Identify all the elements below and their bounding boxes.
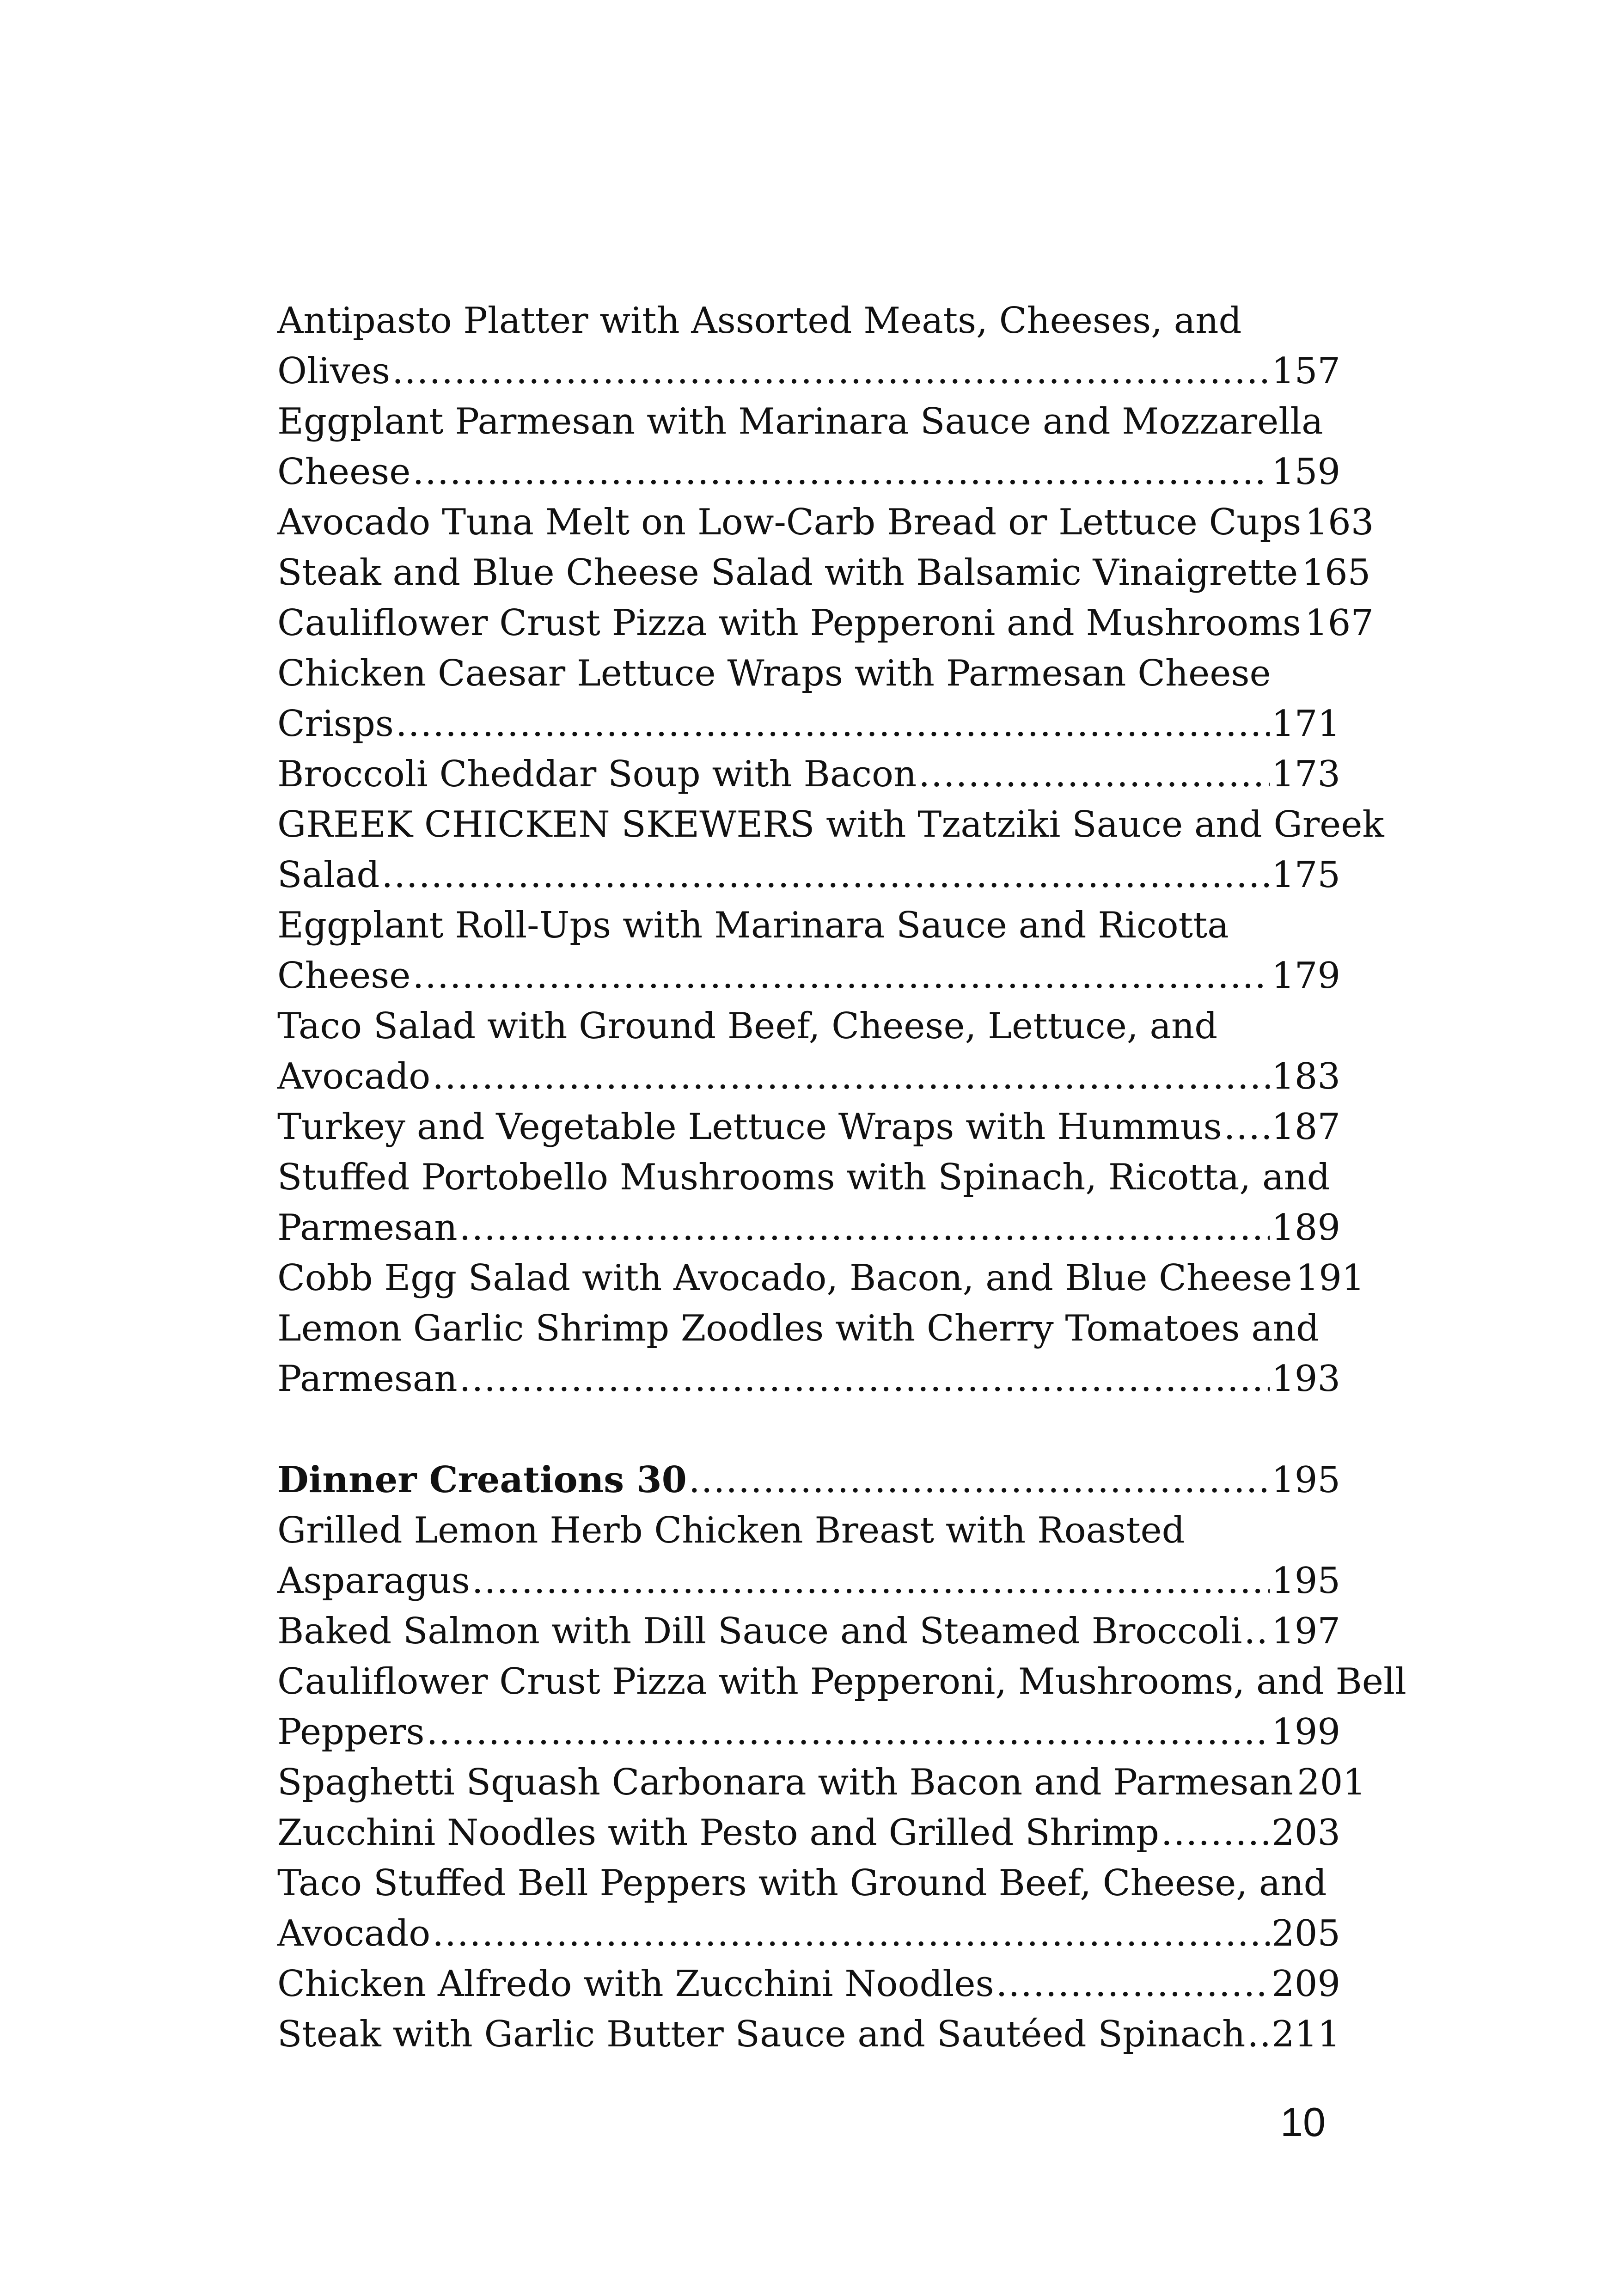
- toc-entry-page-number: 205: [1272, 1913, 1340, 1954]
- dot-leader: [1161, 1808, 1270, 1858]
- toc-entry-page-number: 159: [1272, 451, 1340, 493]
- toc-entry-leader-line: [277, 1354, 1340, 1404]
- toc-entry[interactable]: [277, 1606, 1340, 1657]
- toc-entry-title: Avocado: [277, 1056, 431, 1097]
- toc-entry-title-line: Cauliflower Crust Pizza with Pepperoni, Mushrooms, and Bell: [277, 1661, 1406, 1702]
- toc-entry-page-number: 209: [1272, 1963, 1340, 2005]
- toc-entry-title-line: Stuffed Portobello Mushrooms with Spinach, Ricotta, and: [277, 1157, 1330, 1198]
- dot-leader: [432, 1909, 1270, 1959]
- toc-entry-title: Parmesan: [277, 1207, 458, 1249]
- toc-entry-title: Steak and Blue Cheese Salad with Balsamic Vinaigrette: [277, 552, 1298, 594]
- toc-entry-page-number: 199: [1272, 1711, 1340, 1753]
- toc-entry-page-number: 197: [1272, 1610, 1340, 1652]
- toc-entry-title-line: Taco Stuffed Bell Peppers with Ground Beef, Cheese, and: [277, 1862, 1327, 1904]
- dot-leader: [412, 951, 1270, 1001]
- toc-entry-page-number: 187: [1272, 1106, 1340, 1148]
- toc-entry-leader-line: [277, 749, 1340, 800]
- toc-entry-leader-line: [277, 1959, 1340, 2009]
- section-page-number: 195: [1272, 1459, 1340, 1501]
- dot-leader: [432, 1052, 1270, 1102]
- toc-entry[interactable]: [277, 749, 1340, 800]
- toc-entry-title: Peppers: [277, 1711, 425, 1753]
- dot-leader: [426, 1707, 1270, 1757]
- toc-entry-page-number: 183: [1272, 1056, 1340, 1097]
- section-spacer: [277, 1404, 1340, 1455]
- toc-entry-page-number: 201: [1297, 1762, 1366, 1803]
- toc-entry[interactable]: [277, 2009, 1340, 2060]
- dot-leader: [689, 1455, 1270, 1506]
- toc-entry-leader-line: [277, 1757, 1366, 1808]
- toc-entry[interactable]: [277, 1253, 1365, 1304]
- toc-entry-title: Zucchini Noodles with Pesto and Grilled Shrimp: [277, 1812, 1159, 1854]
- toc-entry-title: Avocado: [277, 1913, 431, 1954]
- toc-entry-title: Avocado Tuna Melt on Low-Carb Bread or Lettuce Cups: [277, 502, 1302, 543]
- dot-leader: [381, 850, 1270, 900]
- toc-entry-title: Cheese: [277, 451, 411, 493]
- toc-entry-leader-line: [277, 1253, 1365, 1304]
- toc-entry-title-line: Chicken Caesar Lettuce Wraps with Parmesan Cheese: [277, 653, 1271, 694]
- toc-entry[interactable]: [277, 548, 1371, 598]
- dot-leader: [392, 346, 1270, 397]
- toc-entry[interactable]: [277, 1757, 1366, 1808]
- dot-leader: [459, 1203, 1270, 1253]
- toc-entry-leader-line: [277, 497, 1374, 548]
- toc-entry-leader-line: [277, 850, 1340, 900]
- section-title: Dinner Creations 30: [277, 1459, 687, 1501]
- toc-entry-title: Crisps: [277, 703, 394, 745]
- toc-entry-page-number: 191: [1296, 1257, 1365, 1299]
- toc-entry-page-number: 203: [1272, 1812, 1340, 1854]
- toc-entry-page-number: 157: [1272, 350, 1340, 392]
- dot-leader: [1247, 2009, 1270, 2060]
- toc-entry[interactable]: [277, 900, 1340, 1001]
- toc-entry-page-number: 165: [1302, 552, 1371, 594]
- dot-leader: [1224, 1102, 1270, 1152]
- toc-entry-title: Turkey and Vegetable Lettuce Wraps with Hummus: [277, 1106, 1222, 1148]
- toc-entry-title: Olives: [277, 350, 391, 392]
- toc-list-dinner: [277, 1506, 1406, 2060]
- toc-entry-title: Broccoli Cheddar Soup with Bacon: [277, 753, 917, 795]
- toc-entry[interactable]: [277, 1506, 1340, 1606]
- toc-entry-page-number: 175: [1272, 854, 1340, 896]
- page-number: 10: [1280, 2099, 1326, 2145]
- toc-entry[interactable]: [277, 598, 1374, 649]
- toc-entry-leader-line: [277, 699, 1340, 749]
- toc-entry[interactable]: [277, 296, 1340, 397]
- toc-entry-page-number: 195: [1272, 1560, 1340, 1602]
- toc-entry-page-number: 173: [1272, 753, 1340, 795]
- dot-leader: [996, 1959, 1270, 2009]
- toc-entry-leader-line: [277, 1556, 1340, 1606]
- toc-entry-leader-line: [277, 1203, 1340, 1253]
- toc-entry-title-line: Lemon Garlic Shrimp Zoodles with Cherry Tomatoes and: [277, 1308, 1319, 1349]
- toc-entry[interactable]: [277, 497, 1374, 548]
- toc-entry-page-number: 171: [1272, 703, 1340, 745]
- toc-entry[interactable]: [277, 649, 1340, 749]
- toc-list-lunch: [277, 296, 1384, 1404]
- toc-entry-title: Spaghetti Squash Carbonara with Bacon and Parmesan: [277, 1762, 1294, 1803]
- toc-entry[interactable]: [277, 1959, 1340, 2009]
- toc-entry-title: Baked Salmon with Dill Sauce and Steamed Broccoli: [277, 1610, 1242, 1652]
- toc-entry-title: Asparagus: [277, 1560, 470, 1602]
- toc-entry[interactable]: [277, 1001, 1340, 1102]
- toc-entry-leader-line: [277, 346, 1340, 397]
- dot-leader: [918, 749, 1270, 800]
- toc-entry-title-line: Taco Salad with Ground Beef, Cheese, Lettuce, and: [277, 1005, 1218, 1047]
- toc-entry-leader-line: [277, 1606, 1340, 1657]
- toc-entry-title-line: Antipasto Platter with Assorted Meats, Cheeses, and: [277, 300, 1242, 342]
- toc-entry-leader-line: [277, 447, 1340, 497]
- dot-leader: [396, 699, 1270, 749]
- table-of-contents: [277, 296, 1406, 2060]
- toc-entry[interactable]: [277, 800, 1384, 900]
- toc-section-heading[interactable]: [277, 1455, 1340, 1506]
- toc-entry[interactable]: [277, 1657, 1406, 1757]
- toc-entry-leader-line: [277, 1052, 1340, 1102]
- toc-entry[interactable]: [277, 1858, 1340, 1959]
- toc-entry-title: Cheese: [277, 955, 411, 997]
- toc-entry-title-line: Eggplant Parmesan with Marinara Sauce and Mozzarella: [277, 401, 1323, 442]
- toc-entry[interactable]: [277, 397, 1340, 497]
- toc-entry[interactable]: [277, 1152, 1340, 1253]
- toc-entry-page-number: 179: [1272, 955, 1340, 997]
- toc-entry-title: Chicken Alfredo with Zucchini Noodles: [277, 1963, 994, 2005]
- toc-entry-title-line: Grilled Lemon Herb Chicken Breast with Roasted: [277, 1510, 1185, 1551]
- dot-leader: [1244, 1606, 1270, 1657]
- toc-entry-title: Cobb Egg Salad with Avocado, Bacon, and Blue Cheese: [277, 1257, 1292, 1299]
- dot-leader: [472, 1556, 1270, 1606]
- dot-leader: [412, 447, 1270, 497]
- toc-entry-page-number: 211: [1272, 2014, 1340, 2055]
- toc-entry-page-number: 189: [1272, 1207, 1340, 1249]
- toc-entry-title: Parmesan: [277, 1358, 458, 1400]
- toc-entry-page-number: 163: [1305, 502, 1374, 543]
- toc-entry-page-number: 193: [1272, 1358, 1340, 1400]
- toc-entry-leader-line: [277, 951, 1340, 1001]
- dot-leader: [459, 1354, 1270, 1404]
- toc-entry[interactable]: [277, 1808, 1340, 1858]
- toc-entry[interactable]: [277, 1102, 1340, 1152]
- toc-entry-title: Steak with Garlic Butter Sauce and Sautéed Spinach: [277, 2014, 1246, 2055]
- toc-entry-page-number: 167: [1305, 602, 1374, 644]
- toc-entry-leader-line: [277, 1909, 1340, 1959]
- toc-entry-leader-line: [277, 1102, 1340, 1152]
- toc-entry-leader-line: [277, 1808, 1340, 1858]
- toc-entry-title: Cauliflower Crust Pizza with Pepperoni and Mushrooms: [277, 602, 1302, 644]
- toc-entry-leader-line: [277, 1707, 1340, 1757]
- toc-entry-leader-line: [277, 548, 1371, 598]
- toc-entry-title-line: GREEK CHICKEN SKEWERS with Tzatziki Sauce and Greek: [277, 804, 1384, 845]
- toc-entry-leader-line: [277, 598, 1374, 649]
- toc-entry[interactable]: [277, 1304, 1340, 1404]
- toc-entry-title-line: Eggplant Roll-Ups with Marinara Sauce and Ricotta: [277, 905, 1229, 946]
- toc-entry-title: Salad: [277, 854, 380, 896]
- toc-entry-leader-line: [277, 2009, 1340, 2060]
